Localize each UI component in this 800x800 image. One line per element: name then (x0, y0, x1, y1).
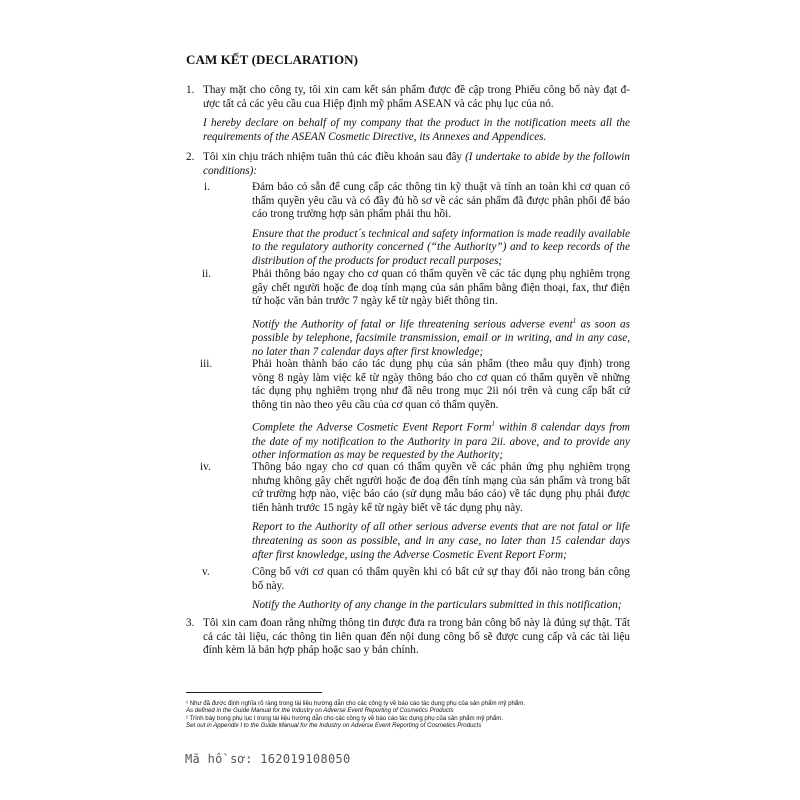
item-text-en: Notify the Authority of fatal or life threatening serious adverse event$^1$ as soon as possible by telephone, facsimile transmission, email or in writing, and in any case, no later than 7 calendar days after first knowledge; (252, 316, 631, 358)
footnote-1-vi: ¹ Như đã được định nghĩa rõ ràng trong tài liệu hướng dẫn cho các công ty về báo cáo tác dụng phụ của sản phẩm mỹ phẩm. (186, 700, 526, 707)
item-number: iv. (200, 461, 211, 473)
item-number: 3. (186, 617, 195, 629)
item-text-vi: Phải thông báo ngay cho cơ quan có thẩm quyền về các tác dụng phụ nghiêm trọng gây chết người hoặc đe doạ tính mạng của sản phẩm bằng điện thoại, fax, thư điện tử hoặc văn bản trước 7 ngày kể từ ngày biết thông tin. (252, 268, 630, 308)
item-text-en: Notify the Authority of any change in the particulars submitted in this notification; (252, 599, 622, 612)
condition-item-v (200, 566, 630, 613)
item-number: v. (202, 566, 210, 578)
item-text (203, 151, 630, 178)
item-number: i. (204, 181, 210, 193)
item-text-en: Ensure that the product´s technical and safety information is made readily available to the regulatory authority concerned (“the Authority”) and to keep records of the distribution of the products for product recall purposes; (252, 227, 630, 267)
item-text-vi: Tôi xin chịu trách nhiệm tuân thủ các điều khoản sau đây (203, 151, 463, 163)
footnote-1-en: As defined in the Guide Manual for the Industry on Adverse Event Reporting of Cosmetics Products (186, 707, 454, 714)
item-text-en: (I undertake to abide by the followin conditions): (203, 151, 630, 177)
condition-item-ii (200, 268, 630, 359)
condition-item-iv (200, 461, 630, 562)
item-number: ii. (202, 268, 212, 280)
condition-item-iii (200, 358, 630, 463)
declaration-item-3 (186, 617, 630, 658)
item-text-vi: Phải hoàn thành báo cáo tác dụng phụ của sản phẩm (theo mẫu quy định) trong vòng 8 ngày làm việc kể từ ngày thông báo cho cơ quan có thẩm quyền về những tác dụng phụ nghiêm trọng như đã nêu trong mục 2ii nói trên và cung cấp bất cứ thông tin nào theo yêu cầu của cơ quan có thẩm quyền. (252, 358, 630, 411)
item-text-en: I hereby declare on behalf of my company that the product in the notification meets all the requirements of the ASEAN Cosmetic Directive, its Annexes and Appendices. (203, 117, 630, 143)
item-text-vi: Thông báo ngay cho cơ quan có thẩm quyền về các phản ứng phụ nghiêm trọng nhưng không gây chết người hoặc đe doạ đến tính mạng của sản phẩm và trong bất cứ trường hợp nào, việc báo cáo (sử dụng mẫu báo cáo) về tác dụng phụ phải được tiến hành trước 15 ngày kể từ ngày biết về tác dụng phụ này. (252, 461, 630, 514)
condition-item-i (200, 181, 630, 269)
footnote-divider (186, 692, 322, 693)
item-number: 2. (186, 151, 195, 163)
item-text-vi: Tôi xin cam đoan rằng những thông tin được đưa ra trong bản công bố này là đúng sự thật. Tất cả các tài liệu, các thông tin liên quan đến nội dung công bố sẽ được cung cấp và các tài liệu đính kèm là bản hợp pháp hoặc sao y bản chính. (203, 617, 630, 657)
record-code: Mã hồ sơ: 162019108050 (185, 752, 351, 766)
item-text-vi: Công bố với cơ quan có thẩm quyền khi có bất cứ sự thay đổi nào trong bản công bố này. (252, 566, 630, 592)
item-text-en: Report to the Authority of all other serious adverse events that are not fatal or life threatening as soon as possible, and in any case, no later than 15 calendar days after first knowledge, using the Adverse Cosmetic Event Report Form; (252, 521, 630, 561)
footnote-2-vi: ¹ Trình bày trong phụ lục I trong tài liệu hướng dẫn cho các công ty về báo cáo tác dụng phụ của sản phẩm mỹ phẩm. (186, 715, 504, 722)
declaration-item-2 (186, 151, 630, 178)
item-text-vi: Đảm bảo có sẵn để cung cấp các thông tin kỹ thuật và tính an toàn khi cơ quan có thẩm quyền yêu cầu và có đầy đủ hồ sơ về các sản phẩm đã được phân phối để báo cáo trong trường hợp sản phẩm phải thu hồi. (252, 181, 630, 221)
page-title: CAM KẾT (DECLARATION) (186, 52, 359, 67)
footnote-2-en: Set out in Appendix I to the Guide Manual for the Industry on Adverse Event Reporting of Cosmetics Products (186, 722, 482, 729)
declaration-item-1 (186, 84, 630, 144)
item-text-en: Complete the Adverse Cosmetic Event Report Form$^1$ within 8 calendar days from the date of my notification to the Authority in para 2ii. above, and to provide any other information as may be requested by the Authority; (252, 420, 631, 462)
item-number: iii. (200, 358, 213, 370)
item-number: 1. (186, 84, 195, 96)
item-text-vi: Thay mặt cho công ty, tôi xin cam kết sản phẩm được đề cập trong Phiếu công bố này đạt đ-ược tất cả các yêu cầu cua Hiệp định mỹ phẩm ASEAN và các phụ lục của nó. (203, 84, 630, 110)
